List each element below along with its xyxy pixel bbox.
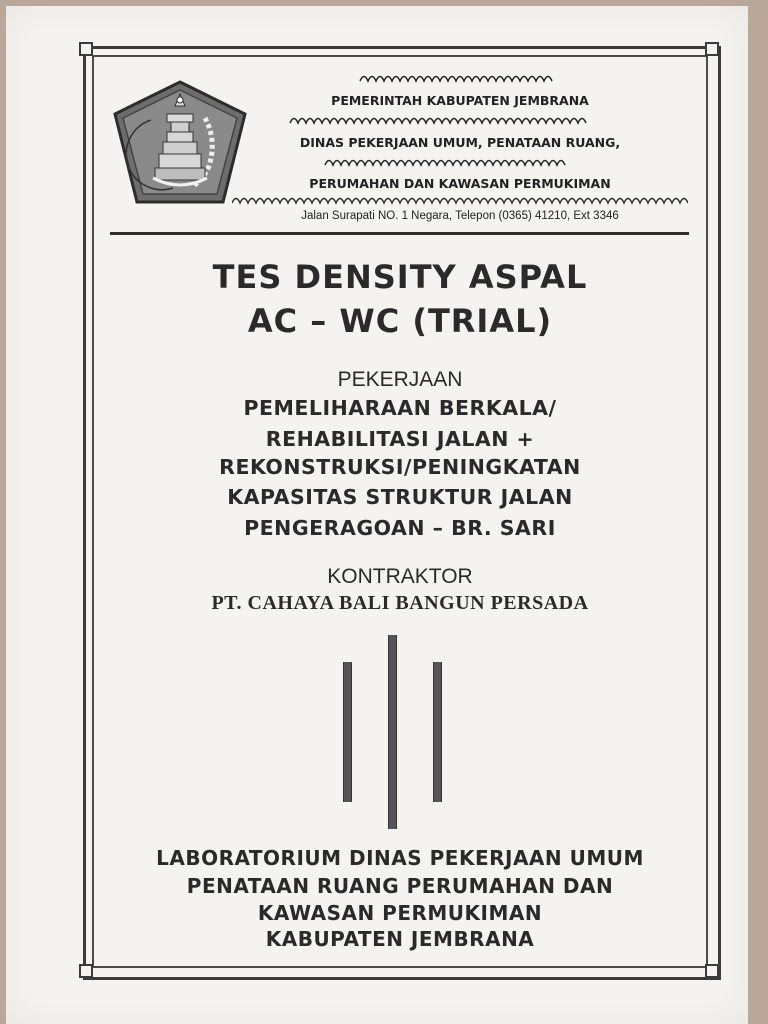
- department-name-line-2: PERUMAHAN DAN KAWASAN PERMUKIMAN: [309, 176, 611, 191]
- frame-corner-top-right: [705, 42, 719, 56]
- header-divider: [110, 232, 689, 235]
- contractor-name: PT. CAHAYA BALI BANGUN PERSADA: [211, 592, 589, 614]
- laboratory-name-line-4: KABUPATEN JEMBRANA: [265, 927, 535, 951]
- department-name-line-1: DINAS PEKERJAAN UMUM, PENATAAN RUANG,: [299, 135, 621, 150]
- decorative-bar-left: [343, 662, 352, 802]
- laboratory-name-line-2: PENATAAN RUANG PERUMAHAN DAN: [186, 874, 614, 898]
- balinese-script-line-1: [230, 71, 690, 85]
- contractor-label: KONTRAKTOR: [327, 565, 473, 588]
- decorative-bar-center: [388, 635, 397, 829]
- laboratory-name-line-3: KAWASAN PERMUKIMAN: [257, 901, 543, 925]
- work-name-line-2: REHABILITASI JALAN +: [265, 427, 535, 451]
- balinese-script-line-2: [230, 113, 690, 127]
- frame-corner-bottom-right: [705, 964, 719, 978]
- laboratory-name-line-1: LABORATORIUM DINAS PEKERJAAN UMUM: [156, 846, 644, 870]
- work-label: PEKERJAAN: [337, 368, 463, 391]
- office-address: Jalan Surapati NO. 1 Negara, Telepon (0365) 41210, Ext 3346: [301, 210, 619, 222]
- frame-corner-top-left: [79, 42, 93, 56]
- document-subtitle: AC – WC (TRIAL): [247, 302, 553, 340]
- work-name-line-4: KAPASITAS STRUKTUR JALAN: [227, 485, 573, 509]
- work-name-line-1: PEMELIHARAAN BERKALA/: [243, 396, 557, 420]
- frame-corner-bottom-left: [79, 964, 93, 978]
- government-name: PEMERINTAH KABUPATEN JEMBRANA: [331, 93, 589, 108]
- decorative-bar-right: [433, 662, 442, 802]
- work-name-line-3: REKONSTRUKSI/PENINGKATAN: [219, 455, 581, 479]
- work-name-line-5: PENGERAGOAN – BR. SARI: [244, 516, 556, 540]
- balinese-script-line-3: [230, 155, 690, 169]
- document-title: TES DENSITY ASPAL: [212, 258, 588, 296]
- balinese-script-line-4: [232, 193, 688, 207]
